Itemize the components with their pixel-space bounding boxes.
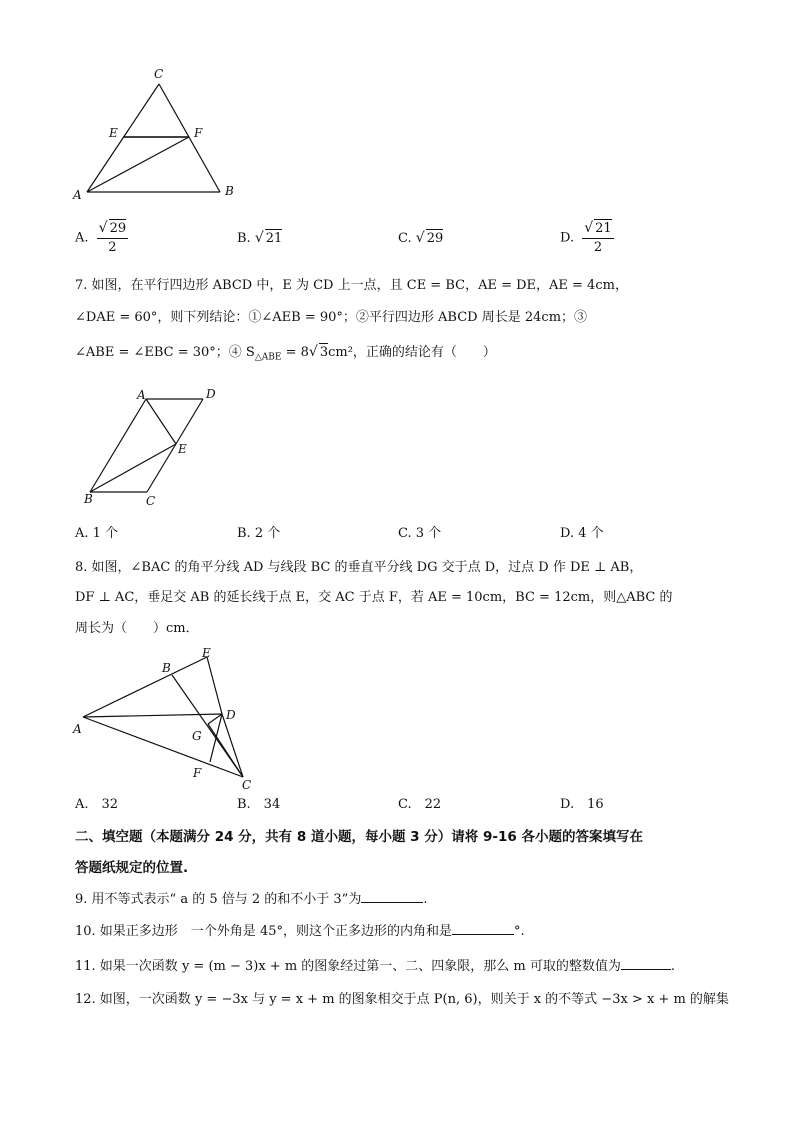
q7-option-d: D. 4 个 [560,526,604,541]
label-C: C [242,778,252,792]
label-E: E [202,646,211,660]
q7-line-1: 7. 如图，在平行四边形 ABCD 中，E 为 CD 上一点，且 CE = BC，AE = DE，AE = 4cm， [75,278,628,293]
figure-q8 [65,640,265,795]
answer-blank [361,890,423,903]
q8-line-2: DF ⊥ AC，垂足交 AB 的延长线于点 E，交 AC 于点 F，若 AE = 10cm，BC = 12cm，则△ABC 的 [75,590,673,605]
label-A: A [137,388,146,402]
q8-option-d: D. 16 [560,797,604,812]
label-D: D [226,708,236,722]
q7-line-3: ∠ABE = ∠EBC = 30°；④ $S_{\triangle ABE} = 8√$ 3cm²，正确的结论有（ ） [75,344,496,363]
label-C: C [146,494,156,508]
label-E: E [178,442,187,456]
section-heading-line-1: 二、填空题（本题满分 24 分，共有 8 道小题，每小题 3 分）请将 9-16 各小题的答案填写在 [75,829,643,845]
label-G: G [192,729,202,743]
q12: 12. 如图，一次函数 y = −3x 与 y = x + m 的图象相交于点 P(n, 6)，则关于 x 的不等式 −3x > x + m 的解集 [75,992,729,1007]
q6-option-b: B. √ 21 [237,230,283,246]
q10: 10. 如果正多边形 一个外角是 45°，则这个正多边形的内角和是 °. [75,924,525,939]
q8-line-3: 周长为（ ）cm． [75,621,199,636]
label-C: C [154,67,164,81]
q7-option-c: C. 3 个 [398,526,442,541]
label-B: B [225,184,234,198]
label-B: B [162,661,171,675]
figure-q7-parallelogram [80,385,230,510]
label-A: A [73,188,82,202]
fraction: $\frac{√ 29}{2}$ [98,220,127,255]
fraction: $\frac{√ 21}{2}$ [584,220,612,255]
q7-line-2: ∠DAE = 60°，则下列结论：①∠AEB = 90°；②平行四边形 ABCD 周长是 24cm；③ [75,310,588,325]
q8-option-c: C. 22 [398,797,442,812]
q9: 9. 用不等式表示“ a 的 5 倍与 2 的和不小于 3”为 . [75,892,428,907]
figure-q6-triangle [65,62,250,207]
q6-option-c: C. √ 29 [398,230,444,246]
q8-option-b: B. 34 [237,797,281,812]
section-heading-line-2: 答题纸规定的位置. [75,860,189,876]
q8-line-1: 8. 如图，∠BAC 的角平分线 AD 与线段 BC 的垂直平分线 DG 交于点 D，过点 D 作 DE ⊥ AB， [75,560,643,575]
label-F: F [194,126,203,140]
label-A: A [73,722,82,736]
q6-option-a: A. $\frac{√ 29}{2}$ [75,220,127,255]
q6-option-d: D. $\frac{√ 21}{2}$ [560,220,612,255]
q7-option-a: A. 1 个 [75,526,119,541]
label-D: D [206,387,216,401]
q7-option-b: B. 2 个 [237,526,281,541]
label-B: B [84,492,93,506]
q11: 11. 如果一次函数 y = (m − 3)x + m 的图象经过第一、二、四象限，那么 m 可取的整数值为 . [75,959,676,974]
label-E: E [109,126,118,140]
answer-blank [621,957,671,970]
label-F: F [193,766,202,780]
answer-blank [452,922,514,935]
q8-option-a: A. 32 [75,797,119,812]
